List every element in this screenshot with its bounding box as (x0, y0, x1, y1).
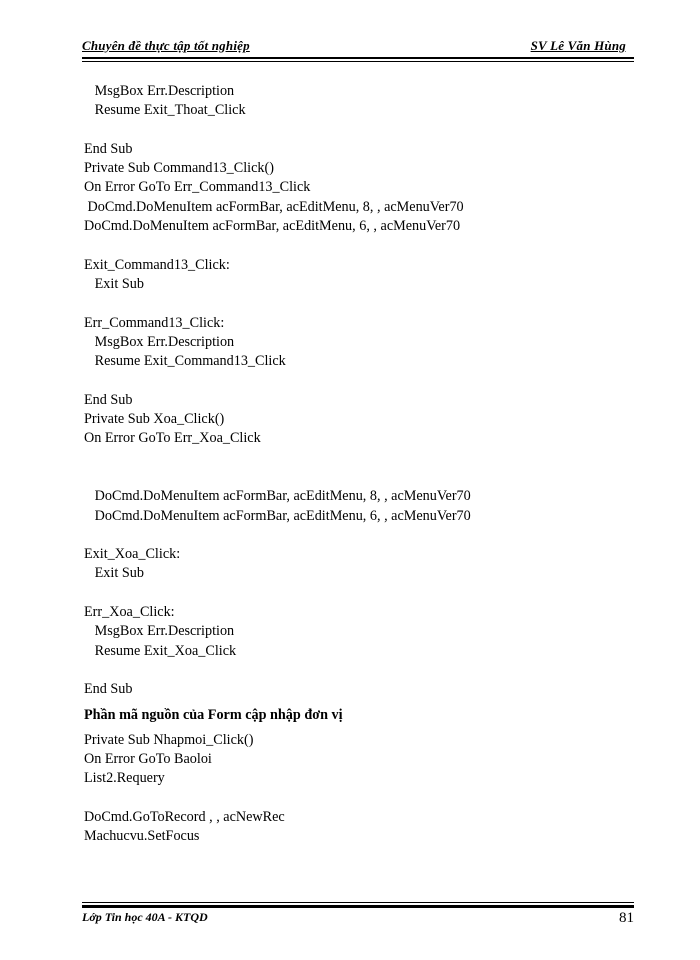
code-line: End Sub (84, 681, 133, 698)
header-rule (82, 57, 634, 59)
footer-rule-thin (82, 902, 634, 903)
blank-line (84, 661, 644, 680)
code-line: DoCmd.DoMenuItem acFormBar, acEditMenu, 8, , acMenuVer70 (84, 488, 471, 505)
header-author: SV Lê Văn Hùng (530, 38, 626, 53)
code-line: Exit_Command13_Click: (84, 256, 230, 273)
code-line: Private Sub Command13_Click() (84, 160, 274, 177)
blank-line (84, 236, 644, 255)
code-block-form (84, 731, 644, 847)
blank-line (84, 449, 644, 468)
page-number: 81 (619, 910, 634, 926)
blank-line (84, 584, 644, 603)
blank-line (84, 526, 644, 545)
code-line: MsgBox Err.Description (84, 83, 235, 99)
blank-line (84, 371, 644, 390)
code-line: DoCmd.GoToRecord , , acNewRec (84, 808, 285, 825)
code-line: List2.Requery (84, 770, 165, 787)
code-line: Resume Exit_Xoa_Click (84, 642, 237, 659)
header-title: Chuyên đề thực tập tốt nghiệp (82, 38, 250, 53)
page-footer (82, 910, 634, 930)
footer-class: Lớp Tin học 40A - KTQD (82, 910, 208, 924)
blank-line (84, 789, 644, 808)
page-content (84, 82, 644, 847)
code-line: DoCmd.DoMenuItem acFormBar, acEditMenu, 8, , acMenuVer70 (84, 198, 464, 215)
code-line: End Sub (84, 140, 133, 157)
code-line: On Error GoTo Err_Xoa_Click (84, 430, 261, 447)
page-header (82, 38, 634, 56)
code-line: On Error GoTo Err_Command13_Click (84, 179, 311, 196)
code-line: Exit Sub (84, 275, 144, 292)
code-line: Private Sub Nhapmoi_Click() (84, 731, 254, 748)
code-block (84, 82, 644, 700)
code-line: Resume Exit_Thoat_Click (84, 102, 246, 119)
section-heading: Phần mã nguồn của Form cập nhập đơn vị (84, 706, 343, 723)
code-line: End Sub (84, 391, 133, 408)
code-line: Err_Command13_Click: (84, 314, 225, 331)
code-line: Machucvu.SetFocus (84, 828, 200, 845)
code-line: Exit Sub (84, 565, 144, 582)
footer-rule (82, 905, 634, 908)
code-line: Private Sub Xoa_Click() (84, 411, 225, 428)
code-line: On Error GoTo Baoloi (84, 751, 212, 768)
blank-line (84, 294, 644, 313)
code-line: MsgBox Err.Description (84, 623, 235, 640)
code-line: DoCmd.DoMenuItem acFormBar, acEditMenu, 6, , acMenuVer70 (84, 507, 471, 524)
blank-line (84, 468, 644, 487)
code-line: Exit_Xoa_Click: (84, 546, 181, 563)
header-rule-thin (82, 61, 634, 62)
code-line: Resume Exit_Command13_Click (84, 353, 286, 370)
code-line: DoCmd.DoMenuItem acFormBar, acEditMenu, 6, , acMenuVer70 (84, 218, 461, 235)
code-line: Err_Xoa_Click: (84, 604, 175, 621)
code-line: MsgBox Err.Description (84, 333, 235, 350)
blank-line (84, 121, 644, 140)
